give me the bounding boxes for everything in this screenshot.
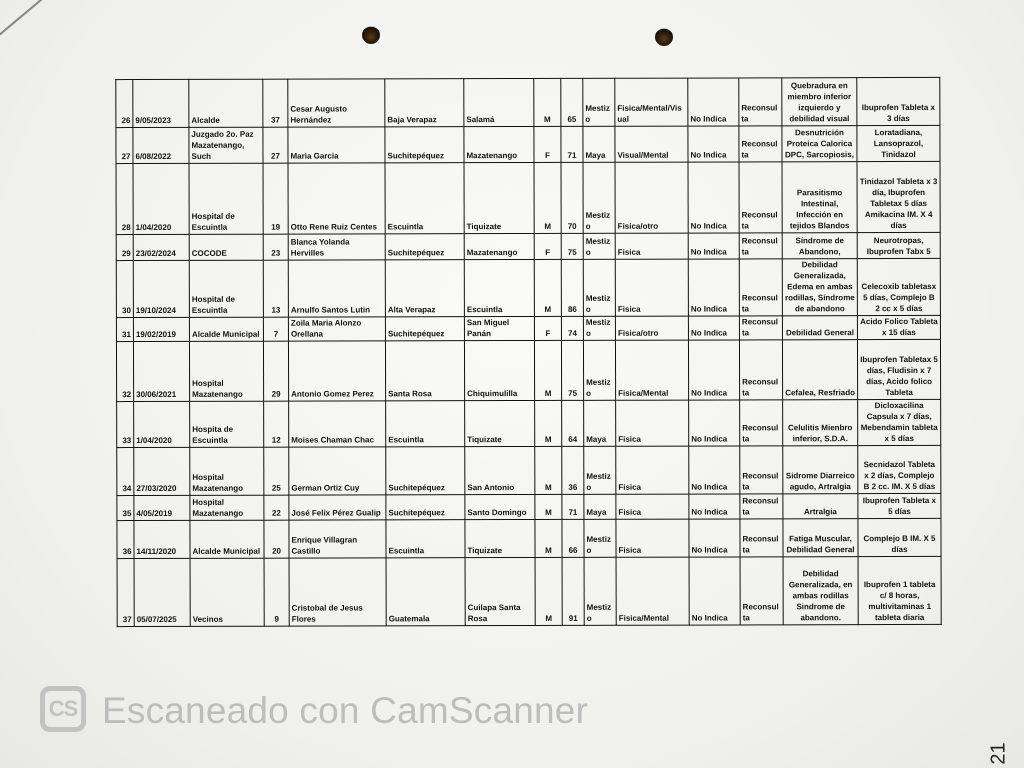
cell-disability: Fisica/Mental [616, 557, 689, 626]
table-row [116, 258, 940, 317]
cell-disability: Fisica/Mental/Visual [615, 78, 688, 126]
cell-department: Escuintla [386, 519, 465, 557]
cell-number: 33 [117, 402, 134, 448]
cell-count: 20 [264, 520, 289, 558]
cell-diagnosis: Cefalea, Resfriado [782, 340, 857, 400]
cell-department: Suchitepéquez [386, 447, 465, 495]
cell-name: Moises Chaman Chac [289, 401, 386, 447]
cell-diagnosis: Debilidad Generalizada, en ambas rodillas Sindrome de abandono. [783, 556, 858, 625]
cell-disability: Fisica [616, 519, 689, 557]
cell-age: 70 [561, 163, 583, 233]
cell-name: Blanca Yolanda Hervilles [288, 233, 385, 259]
cell-count: 7 [263, 317, 288, 341]
cell-ethnicity: Maya [584, 400, 616, 446]
punch-hole-right [655, 28, 673, 46]
cell-sex: M [534, 259, 561, 316]
paper-fold-line [0, 0, 103, 51]
cell-name: Arnulfo Santos Lutin [288, 260, 385, 317]
cell-age: 64 [562, 400, 584, 446]
cell-number: 34 [117, 448, 134, 496]
cell-department: Alta Verapaz [385, 259, 464, 316]
cell-sex: F [534, 316, 561, 340]
cell-age: 75 [561, 340, 583, 400]
cell-department: Escuintla [386, 401, 465, 447]
cell-treatment: Neurotropas, Ibuprofen Tabx 5 [857, 232, 940, 258]
cell-date: 9/05/2023 [133, 79, 189, 127]
cell-referred-by: Juzgado 2o. Paz Mazatenango, Such [189, 127, 263, 163]
cell-disability: Visual/Mental [615, 126, 688, 162]
cell-ethnicity: Maya [583, 126, 615, 162]
cell-ethnicity: Mestizo [583, 259, 615, 316]
cell-department: Guatemala [386, 557, 465, 626]
cell-indication: No Indica [688, 340, 739, 400]
cell-number: 26 [116, 80, 133, 128]
cell-status: Reconsulta [739, 258, 782, 315]
cell-indication: No Indica [689, 400, 740, 446]
cell-disability: Fisica [615, 259, 688, 316]
cell-referred-by: Hospital Mazatenango [190, 496, 264, 520]
cell-treatment: Loratadiana, Lansoprazol, Tinidazol [857, 126, 940, 162]
cell-department: Escuintla [385, 163, 464, 233]
cell-date: 05/07/2025 [134, 558, 190, 626]
cell-treatment: Ibuprofen Tabletax 5 días, Fludisin x 7 días, Acido folico Tableta [857, 339, 940, 399]
cell-number: 31 [116, 317, 133, 341]
cell-name: Cesar Augusto Hernández [288, 79, 385, 127]
cell-indication: No Indica [688, 259, 739, 316]
table-row [117, 400, 941, 448]
cell-referred-by: Hospital de Escuintla [189, 163, 263, 233]
cell-ethnicity: Mestizo [584, 447, 616, 495]
table-row [116, 126, 940, 164]
cell-age: 75 [561, 233, 583, 259]
cell-ethnicity: Mestizo [583, 163, 615, 233]
cell-date: 19/10/2024 [133, 260, 189, 317]
records-table-body [116, 77, 941, 626]
cell-treatment: Celecoxib tabletasx 5 días, Complejo B 2 cc x 5 días [857, 258, 940, 315]
cell-treatment: Secnidazol Tableta x 2 días, Complejo B 2 cc. IM. X 5 días [858, 446, 941, 494]
cell-name: Enrique Villagran Castillo [289, 519, 386, 557]
cell-status: Reconsulta [739, 232, 782, 258]
cell-sex: M [535, 519, 562, 557]
cell-indication: No Indica [688, 316, 739, 340]
cell-indication: No Indica [688, 126, 739, 162]
cell-diagnosis: Sidrome Diarreico agudo, Artralgia [783, 446, 858, 494]
table-row [116, 315, 940, 341]
cell-municipality: Tiquizate [465, 401, 535, 447]
cell-department: Baja Verapaz [385, 79, 464, 127]
cell-municipality: Escuintla [464, 259, 534, 316]
cell-indication: No Indica [689, 557, 740, 625]
cell-municipality: Mazatenango [464, 233, 534, 259]
cell-date: 6/08/2022 [133, 128, 189, 164]
cell-diagnosis: Debilidad General [782, 315, 857, 339]
records-table-wrapper [116, 78, 940, 626]
cell-date: 27/03/2020 [134, 448, 190, 496]
cell-municipality: Tiquizate [464, 163, 534, 233]
cell-age: 36 [562, 447, 584, 495]
cell-disability: Fisica/otro [615, 316, 688, 340]
cell-sex: M [534, 163, 561, 233]
table-row [117, 556, 941, 626]
cell-status: Reconsulta [739, 126, 782, 162]
cell-count: 19 [263, 163, 288, 233]
cell-number: 35 [117, 496, 134, 520]
table-row [117, 446, 941, 496]
cell-sex: M [534, 78, 561, 126]
cell-status: Reconsulta [740, 557, 783, 625]
cell-age: 74 [561, 316, 583, 340]
cell-diagnosis: Celulitis Mienbro inferior, S.D.A. [783, 400, 858, 446]
cell-number: 27 [116, 128, 133, 164]
cell-treatment: Ibuprofen 1 tableta c/ 8 horas, multivitaminas 1 tableta diaria [858, 556, 941, 625]
cell-date: 19/02/2019 [133, 317, 189, 341]
cell-disability: Fisica [615, 233, 688, 259]
table-row [116, 77, 940, 127]
cell-date: 30/06/2021 [133, 341, 189, 401]
cell-diagnosis: Desnutrición Proteica Calorica DPC, Sarcopiosis, [782, 126, 857, 162]
cell-diagnosis: Síndrome de Abandono, [782, 232, 857, 258]
table-row [116, 232, 940, 260]
cell-status: Reconsulta [739, 340, 782, 400]
cell-municipality: Santo Domingo [465, 495, 535, 519]
cell-treatment: Complejo B IM. X 5 días [858, 518, 941, 556]
cell-ethnicity: Mestizo [583, 340, 615, 400]
cell-sex: M [535, 495, 562, 519]
cell-municipality: San Miguel Panán [464, 316, 534, 340]
cell-referred-by: Alcalde [189, 79, 263, 127]
page-number: 21 [987, 742, 1010, 765]
cell-ethnicity: Mestizo [583, 316, 615, 340]
cell-referred-by: Hospital Mazatenango [190, 447, 264, 495]
cell-count: 27 [263, 127, 288, 163]
cell-referred-by: COCODE [189, 234, 263, 260]
cell-diagnosis: Fatiga Muscular, Debilidad General [783, 518, 858, 556]
cell-diagnosis: Artralgia [783, 494, 858, 518]
cell-sex: M [534, 340, 561, 400]
cell-disability: Fisica [616, 495, 689, 519]
cell-date: 4/05/2019 [134, 496, 190, 520]
cell-referred-by: Hospital de Escuintla [189, 260, 263, 317]
cell-name: Cristobal de Jesus Flores [289, 558, 386, 627]
cell-disability: Fisica/Mental [615, 340, 688, 400]
cell-ethnicity: Mestizo [584, 557, 616, 625]
cell-date: 23/02/2024 [133, 234, 189, 260]
punch-hole-left [362, 26, 380, 44]
cell-treatment: Acido Folico Tableta x 15 días [857, 315, 940, 339]
cell-age: 71 [561, 127, 583, 163]
cell-count: 9 [264, 558, 289, 626]
cell-indication: No Indica [688, 78, 739, 126]
cell-status: Reconsulta [740, 494, 783, 518]
cell-status: Reconsulta [739, 78, 782, 126]
cell-status: Reconsulta [739, 316, 782, 340]
cell-sex: M [535, 401, 562, 447]
cell-diagnosis: Parasitismo Intestinal, Infección en tejidos Blandos [782, 162, 857, 232]
cell-number: 28 [116, 164, 133, 234]
cell-name: German Ortiz Cuy [289, 447, 386, 495]
cell-status: Reconsulta [740, 400, 783, 446]
cell-count: 25 [264, 447, 289, 495]
cell-department: Santa Rosa [385, 341, 464, 401]
cell-department: Suchitepéquez [385, 317, 464, 341]
cell-referred-by: Alcalde Municipal [189, 317, 263, 341]
cell-department: Suchitepéquez [386, 495, 465, 519]
cell-number: 29 [116, 234, 133, 260]
cell-status: Reconsulta [739, 162, 782, 232]
cell-municipality: Cuilapa Santa Rosa [465, 557, 535, 626]
cell-sex: M [535, 447, 562, 495]
cell-count: 23 [263, 234, 288, 260]
cell-treatment: Tinidazol Tableta x 3 día, Ibuprofen Tabletax 5 días Amikacina IM. X 4 días [857, 162, 940, 232]
cell-referred-by: Hospita de Escuintla [190, 401, 264, 447]
cell-count: 37 [263, 79, 288, 127]
table-row [116, 162, 940, 234]
cell-indication: No Indica [689, 494, 740, 518]
camscanner-logo-icon: CS [40, 686, 86, 732]
cell-age: 66 [562, 519, 584, 557]
records-table [115, 77, 941, 627]
cell-name: Antonio Gomez Perez [288, 341, 385, 401]
cell-number: 32 [116, 341, 133, 401]
cell-age: 91 [562, 557, 584, 625]
cell-number: 30 [116, 260, 133, 317]
cell-disability: Fisica/otro [615, 162, 688, 232]
cell-department: Suchitepéquez [385, 127, 464, 163]
cell-referred-by: Alcalde Municipal [190, 520, 264, 558]
cell-age: 71 [562, 495, 584, 519]
cell-municipality: Salamá [464, 78, 534, 126]
cell-indication: No Indica [689, 518, 740, 556]
cell-count: 12 [264, 401, 289, 447]
cell-name: Zoila Maria Alonzo Orellana [288, 317, 385, 341]
cell-indication: No Indica [688, 162, 739, 232]
cell-sex: F [534, 127, 561, 163]
cell-disability: Fisica [616, 446, 689, 494]
cell-diagnosis: Debilidad Generalizada, Edema en ambas rodillas, Síndrome de abandono [782, 258, 857, 315]
cell-count: 29 [263, 341, 288, 401]
cell-referred-by: Vecinos [190, 558, 264, 627]
cell-municipality: San Antonio [465, 447, 535, 495]
cell-ethnicity: Mestizo [583, 233, 615, 259]
cell-age: 65 [561, 78, 583, 126]
cell-status: Reconsulta [740, 518, 783, 556]
cell-number: 36 [117, 520, 134, 558]
cell-municipality: Mazatenango [464, 127, 534, 163]
camscanner-watermark-text: Escaneado con CamScanner [102, 690, 589, 731]
cell-treatment: Dicloxacilina Capsula x 7 días, Mebendamin tableta x 5 días [858, 400, 941, 446]
cell-indication: No Indica [689, 446, 740, 494]
cell-date: 1/04/2020 [133, 164, 189, 234]
cell-number: 37 [117, 558, 134, 626]
cell-count: 22 [264, 496, 289, 520]
cell-treatment: Ibuprofen Tableta x 5 días [858, 494, 941, 518]
cell-name: Maria Garcia [288, 127, 385, 163]
cell-referred-by: Hospital Mazatenango [189, 341, 263, 401]
cell-sex: F [534, 233, 561, 259]
cell-ethnicity: Mestizo [583, 78, 615, 126]
cell-age: 86 [561, 259, 583, 316]
cell-ethnicity: Mestizo [584, 519, 616, 557]
cell-ethnicity: Maya [584, 495, 616, 519]
table-row [117, 518, 941, 558]
cell-date: 14/11/2020 [134, 520, 190, 558]
cell-disability: Fisica [616, 400, 689, 446]
cell-municipality: Tiquizate [465, 519, 535, 557]
cell-name: José Felix Pérez Gualip [289, 495, 386, 519]
cell-indication: No Indica [688, 232, 739, 258]
table-row [116, 339, 940, 401]
cell-department: Suchitepéquez [385, 233, 464, 259]
cell-treatment: Ibuprofen Tableta x 3 días [857, 77, 940, 125]
cell-diagnosis: Quebradura en miembro inferior izquierdo y debilidad visual [782, 78, 857, 126]
cell-status: Reconsulta [740, 446, 783, 494]
cell-municipality: Chiquimulilla [464, 340, 534, 400]
cell-sex: M [535, 557, 562, 625]
table-row [117, 494, 941, 520]
cell-count: 13 [263, 260, 288, 317]
cell-name: Otto Rene Ruiz Centes [288, 163, 385, 234]
cell-date: 1/04/2020 [134, 402, 190, 448]
